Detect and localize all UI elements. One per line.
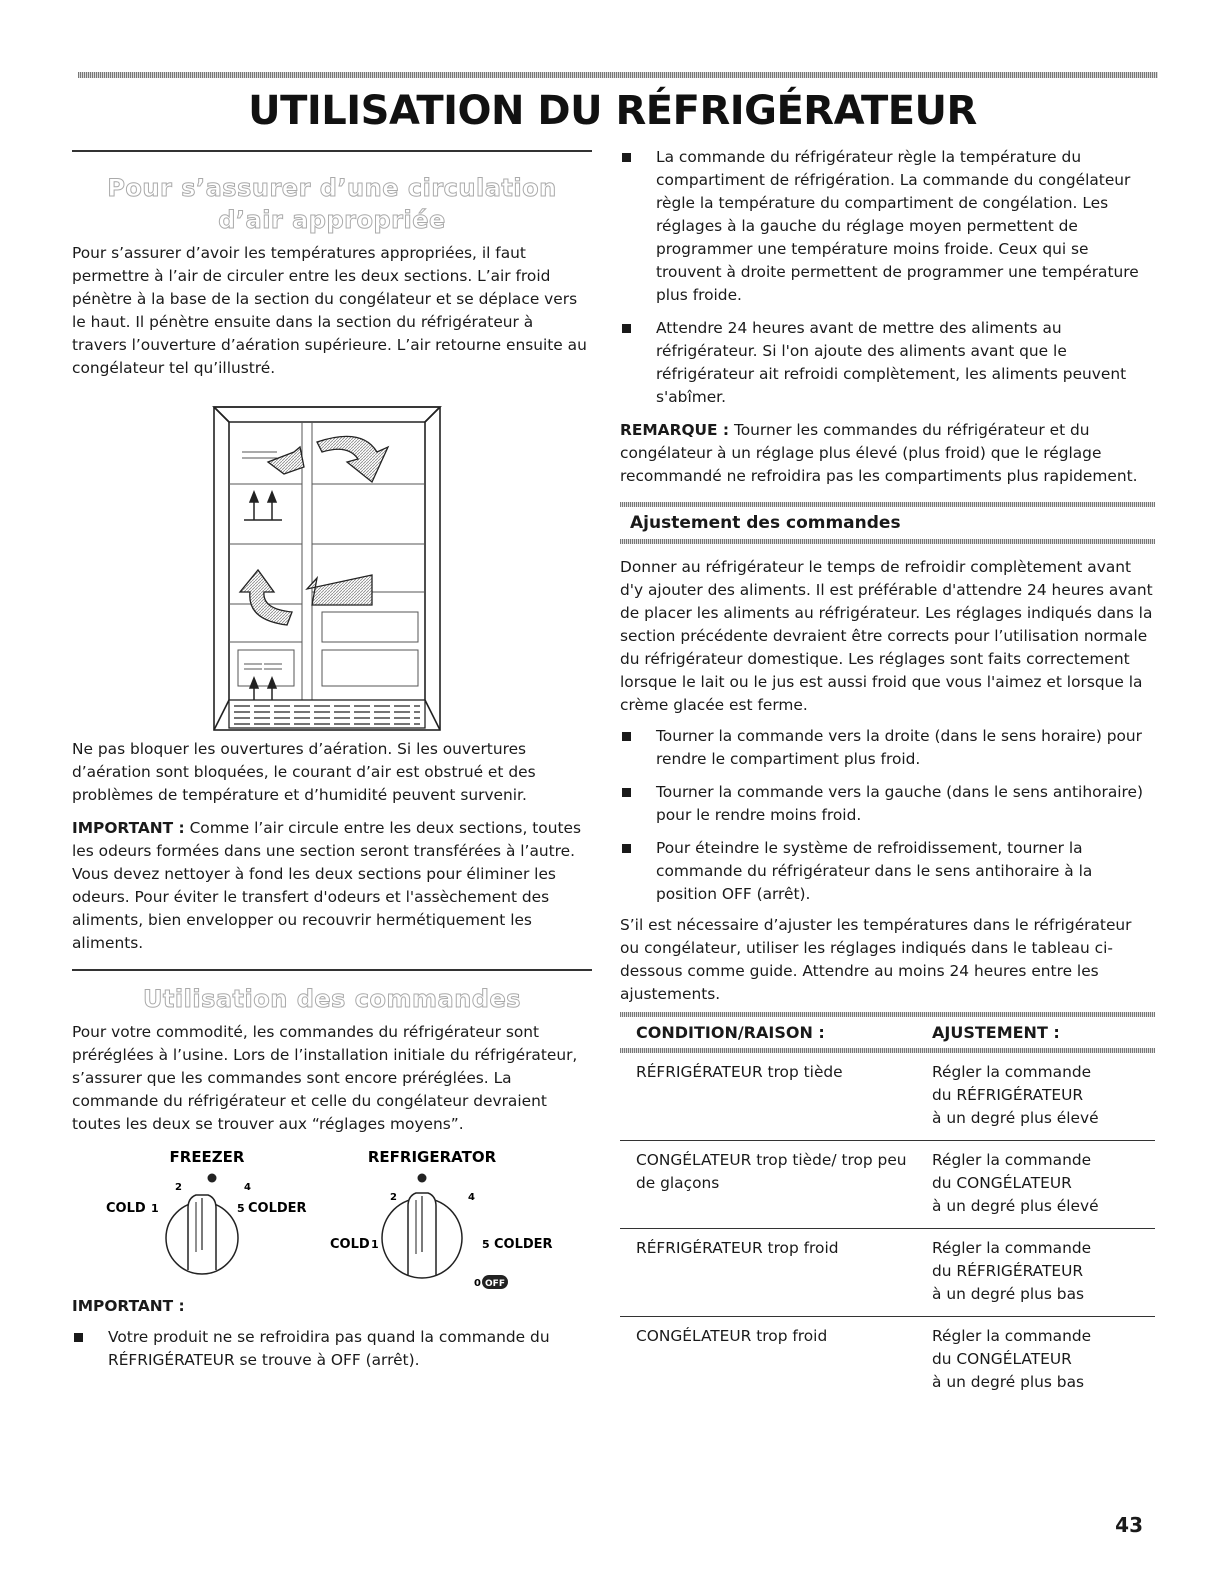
freezer-dial-n2: 2 xyxy=(175,1182,182,1193)
list-item: Tourner la commande vers la gauche (dans le sens antihoraire) pour le rendre moins froid. xyxy=(620,781,1155,827)
table-cell-adjustment xyxy=(916,1229,1155,1317)
freezer-dial-n1: 1 xyxy=(151,1202,159,1215)
top-dotted-bar xyxy=(78,72,1158,78)
adjust-line: à un degré plus bas xyxy=(932,1285,1085,1303)
adjust-line: Régler la commande xyxy=(932,1327,1092,1345)
note-paragraph-text: Tourner les commandes du réfrigérateur et du congélateur à un réglage plus élevé (plus froid) que le réglage recommandé ne refroidira pas les compartiments plus rapidement. xyxy=(620,421,1138,485)
dotted-rule xyxy=(620,539,1155,544)
right-column xyxy=(620,146,1155,1404)
airflow-arrows xyxy=(240,436,388,625)
adjust-line: du RÉFRIGÉRATEUR xyxy=(932,1262,1084,1280)
guide-paragraph: S’il est nécessaire d’ajuster les températures dans le réfrigérateur ou congélateur, utiliser les réglages indiqués dans le tableau ci-dessous comme guide. Attendre au moins 24 heures entre les ajustements. xyxy=(620,916,1132,1003)
adjustment-bullets xyxy=(620,725,1155,906)
adjust-line: Régler la commande xyxy=(932,1239,1092,1257)
important-label: IMPORTANT : xyxy=(72,819,185,837)
controls-paragraph: Pour votre commodité, les commandes du réfrigérateur sont préréglées à l’usine. Lors de l’installation initiale du réfrigérateur, s’assurer que les commandes sont encore préréglées. La commande du réfrigérateur et celle du congélateur devraient toutes les deux se trouver aux “réglages moyens”. xyxy=(72,1023,578,1133)
page-number: 43 xyxy=(1115,1513,1143,1537)
subheading-adjustment: Ajustement des commandes xyxy=(630,513,901,533)
table-header-condition: CONDITION/RAISON : xyxy=(636,1023,825,1042)
section-rule xyxy=(72,150,592,152)
freezer-dial-n5: 5 xyxy=(237,1202,245,1215)
important-bullets xyxy=(72,1326,592,1372)
vent-warning-paragraph: Ne pas bloquer les ouvertures d’aération. Si les ouvertures d’aération sont bloquées, le courant d’air est obstrué et des problèmes de température et d’humidité peuvent survenir. xyxy=(72,740,536,804)
left-column xyxy=(72,140,592,1372)
refrigerator-dial-off-label: OFF xyxy=(485,1279,505,1289)
odor-paragraph-text: Comme l’air circule entre les deux sections, toutes les odeurs formées dans une section seront transférées à l’autre. Vous devez nettoyer à fond les deux sections pour éliminer les odeurs. Pour éviter le transfert d'odeurs et l'assèchement des aliments, bien envelopper ou recouvrir hermétiquement les aliments. xyxy=(72,819,581,952)
table-header-adjustment: AJUSTEMENT : xyxy=(932,1023,1060,1042)
adjust-line: du CONGÉLATEUR xyxy=(932,1174,1072,1192)
table-cell-adjustment xyxy=(916,1053,1155,1141)
adjustment-table xyxy=(620,1017,1155,1404)
table-cell-condition: CONGÉLATEUR trop tiède/ trop peu de glaçons xyxy=(620,1141,916,1229)
list-item: La commande du réfrigérateur règle la température du compartiment de réfrigération. La commande du congélateur règle la température du compartiment de congélation. Les réglages à la gauche du réglage moyen permettent de programmer une température moins froide. Ceux qui se trouvent à droite permettent de programmer une température plus froide. xyxy=(620,146,1155,307)
section-heading-air-circulation: Pour s’assurer d’une circulation d’air appropriée xyxy=(107,174,557,234)
page-title: UTILISATION DU RÉFRIGÉRATEUR xyxy=(248,88,977,134)
controls-bullets xyxy=(620,146,1155,409)
refrigerator-dial-n5: 5 xyxy=(482,1238,490,1251)
airflow-arrow-freezer-up xyxy=(268,447,304,474)
section-heading-controls: Utilisation des commandes xyxy=(142,985,522,1013)
list-item: Attendre 24 heures avant de mettre des aliments au réfrigérateur. Si l'on ajoute des aliments avant que le réfrigérateur ait refroidi complètement, les aliments peuvent s'abîmer. xyxy=(620,317,1155,409)
adjust-line: à un degré plus élevé xyxy=(932,1197,1099,1215)
freezer-dial xyxy=(106,1148,307,1274)
table-cell-condition: CONGÉLATEUR trop froid xyxy=(636,1327,828,1345)
freezer-dial-colder-label: COLDER xyxy=(248,1201,307,1216)
adjust-line: à un degré plus élevé xyxy=(932,1109,1099,1127)
table-cell-adjustment xyxy=(916,1141,1155,1229)
air-circulation-paragraph: Pour s’assurer d’avoir les températures appropriées, il faut permettre à l’air de circuler entre les deux sections. L’air froid pénètre à la base de la section du congélateur et se déplace vers le haut. Il pénètre ensuite dans la section du réfrigérateur à travers l’ouverture d’aération supérieure. L’air retourne ensuite au congélateur tel qu’illustré. xyxy=(72,244,587,377)
refrigerator-dial-colder-label: COLDER xyxy=(494,1237,553,1252)
list-item: Pour éteindre le système de refroidissement, tourner la commande du réfrigérateur dans le sens antihoraire à la position OFF (arrêt). xyxy=(620,837,1155,906)
adjust-line: Régler la commande xyxy=(932,1151,1092,1169)
refrigerator-dial-n1: 1 xyxy=(371,1238,379,1251)
airflow-arrow-return xyxy=(307,575,372,605)
control-dials-illustration xyxy=(72,1140,592,1295)
fridge-outline xyxy=(214,407,440,730)
freezer-dial-cold-label: COLD xyxy=(106,1201,146,1216)
table-cell-adjustment xyxy=(916,1317,1155,1405)
freezer-dial-n4: 4 xyxy=(244,1182,251,1193)
adjust-line: Régler la commande xyxy=(932,1063,1092,1081)
airflow-arrow-lower-curve xyxy=(240,570,292,625)
airflow-arrow-top-curve xyxy=(317,436,388,482)
table-cell-condition: RÉFRIGÉRATEUR trop tiède xyxy=(620,1053,916,1141)
list-item: Votre produit ne se refroidira pas quand la commande du RÉFRIGÉRATEUR se trouve à OFF (arrêt). xyxy=(72,1326,592,1372)
odor-paragraph xyxy=(72,817,592,955)
table-row xyxy=(620,1229,1155,1317)
table-row xyxy=(620,1317,1155,1405)
vent-grille xyxy=(229,700,425,728)
note-paragraph xyxy=(620,419,1155,488)
important-heading: IMPORTANT : xyxy=(72,1297,185,1315)
note-label: REMARQUE : xyxy=(620,421,730,439)
adjustment-paragraph: Donner au réfrigérateur le temps de refroidir complètement avant d'y ajouter des aliments. Il est préférable d'attendre 24 heures avant de placer les aliments au réfrigérateur. Les réglages indiqués dans la section précédente devraient être corrects pour l’utilisation normale du réfrigérateur domestique. Les réglages sont faits correctement lorsque le lait ou le jus est aussi froid que vous l'aimez et lorsque la crème glacée est ferme. xyxy=(620,558,1153,714)
refrigerator-dial-n0: 0 xyxy=(474,1278,481,1289)
refrigerator-dial-n4: 4 xyxy=(468,1192,475,1203)
list-item: Tourner la commande vers la droite (dans le sens horaire) pour rendre le compartiment plus froid. xyxy=(620,725,1155,771)
airflow-illustration xyxy=(72,392,592,732)
table-header-row xyxy=(620,1017,1155,1048)
table-cell-condition: RÉFRIGÉRATEUR trop froid xyxy=(620,1229,916,1317)
refrigerator-dial xyxy=(330,1148,553,1289)
fridge-interior xyxy=(229,422,425,700)
refrigerator-dial-title: REFRIGERATOR xyxy=(367,1148,497,1166)
freezer-dial-title: FREEZER xyxy=(169,1148,245,1166)
adjust-line: à un degré plus bas xyxy=(932,1373,1085,1391)
table-row xyxy=(620,1141,1155,1229)
table-row xyxy=(620,1053,1155,1141)
refrigerator-dial-cold-label: COLD xyxy=(330,1237,370,1252)
refrigerator-dial-n2: 2 xyxy=(390,1192,397,1203)
adjust-line: du RÉFRIGÉRATEUR xyxy=(932,1086,1084,1104)
section-rule xyxy=(72,969,592,971)
adjust-line: du CONGÉLATEUR xyxy=(932,1350,1072,1368)
